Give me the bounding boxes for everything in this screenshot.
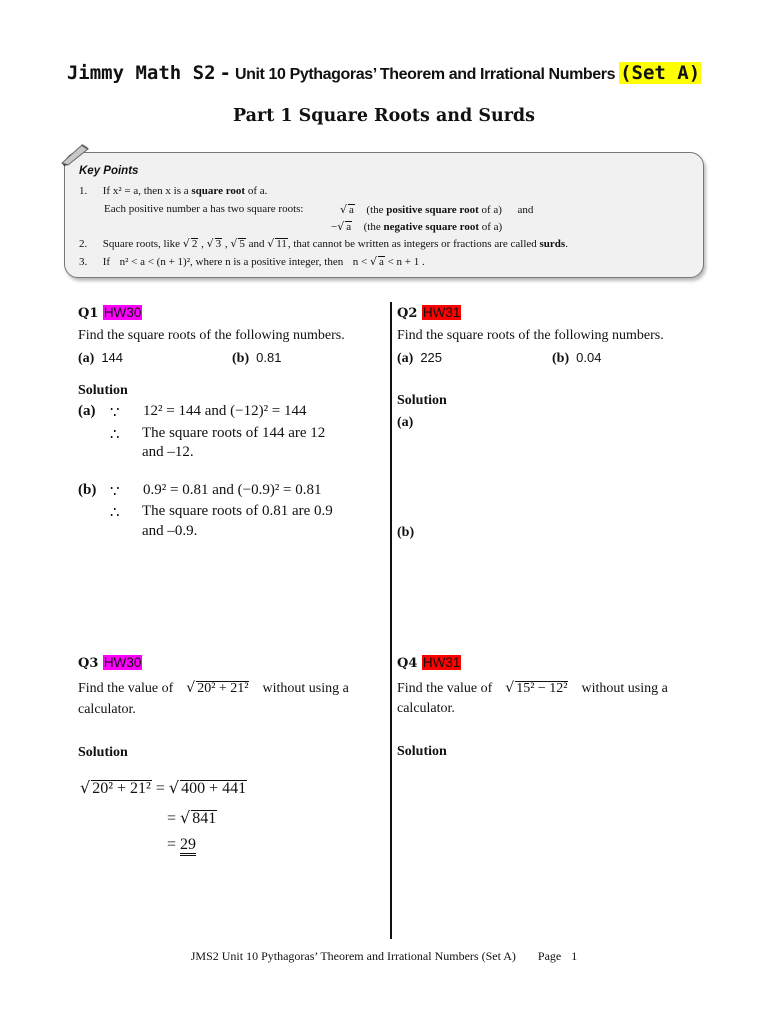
q1-part-a: (a) 144 xyxy=(78,350,124,366)
q4-number: Q4 HW31 xyxy=(397,655,461,671)
q1-number: Q1 HW30 xyxy=(78,305,142,321)
q3-question-text: Find the value of √ 20² + 21² without using a xyxy=(78,680,349,696)
q4-solution-title: Solution xyxy=(397,744,447,759)
page-footer: JMS2 Unit 10 Pythagoras’ Theorem and Irrational Numbers (Set A) Page 1 xyxy=(190,949,578,963)
q1-solution-title: Solution xyxy=(78,383,128,398)
q1-solution-a-line1: 12² = 144 and (−12)² = 144 xyxy=(143,403,307,419)
worksheet-header xyxy=(0,62,768,84)
q2-question-text: Find the square roots of the following numbers. xyxy=(397,328,664,343)
q1-question-text: Find the square roots of the following numbers. xyxy=(78,328,345,343)
key-point-2: 2. Square roots, like √ 2 , √ 3 , √ 5 and √ 11, that cannot be written as integers or fractions are called surds. xyxy=(79,237,568,250)
therefore-symbol: ∴ xyxy=(110,505,120,521)
q3-final-answer: 29 xyxy=(180,836,196,856)
q2-solution-b-label: (b) xyxy=(397,525,415,540)
q3-solution-line2: = √ 841 xyxy=(167,808,217,827)
q1-part-b: (b) 0.81 xyxy=(232,350,282,366)
q1-solution-b-line2: The square roots of 0.81 are 0.9 xyxy=(142,503,333,519)
q2-number: Q2 HW31 xyxy=(397,305,461,321)
key-point-1-line1: 1. If x² = a, then x is a square root of a. xyxy=(79,185,268,197)
negative-root-definition: −√ a (the negative square root of a) xyxy=(331,220,503,233)
q3-homework-tag: HW30 xyxy=(103,655,142,670)
q1-solution-b-line3: and –0.9. xyxy=(142,523,198,539)
q3-question-text-line2: calculator. xyxy=(78,702,136,717)
positive-root-definition: √ a (the positive square root of a) and xyxy=(340,203,534,216)
q1-homework-tag: HW30 xyxy=(103,305,142,320)
q2-solution-a-label: (a) xyxy=(397,415,414,430)
q2-homework-tag: HW31 xyxy=(422,305,461,320)
key-point-3: 3. If n² < a < (n + 1)², where n is a positive integer, then n < √ a < n + 1 . xyxy=(79,255,425,268)
q3-solution-title: Solution xyxy=(78,745,128,760)
because-symbol: ∵ xyxy=(110,484,120,500)
brand-title: Jimmy Math S2 xyxy=(66,62,216,84)
key-point-1-line2: Each positive number a has two square roots: xyxy=(104,203,304,215)
q1-solution-a-label: (a) xyxy=(78,403,96,419)
q2-part-b: (b) 0.04 xyxy=(552,350,602,366)
unit-title: Unit 10 Pythagoras’ Theorem and Irrational Numbers xyxy=(234,66,616,83)
q1-solution-a-line3: and –12. xyxy=(142,444,194,460)
q1-solution-b-label: (b) xyxy=(78,482,97,498)
q4-homework-tag: HW31 xyxy=(422,655,461,670)
q3-solution-line1: √ 20² + 21² = √ 400 + 441 xyxy=(80,778,247,797)
column-divider xyxy=(390,302,392,939)
q1-solution-a-line2: The square roots of 144 are 12 xyxy=(142,425,326,441)
q3-solution-line3: = 29 xyxy=(167,836,196,854)
q3-number: Q3 HW30 xyxy=(78,655,142,671)
header-dash: - xyxy=(219,62,231,84)
because-symbol: ∵ xyxy=(110,405,120,421)
q2-solution-title: Solution xyxy=(397,393,447,408)
key-points-title: Key Points xyxy=(79,165,139,177)
part-title: Part 1 Square Roots and Surds xyxy=(232,106,536,126)
therefore-symbol: ∴ xyxy=(110,427,120,443)
pencil-icon xyxy=(58,143,92,167)
q2-part-a: (a) 225 xyxy=(397,350,443,366)
q4-question-text: Find the value of √ 15² − 12² without using a xyxy=(397,680,668,696)
page-number: 1 xyxy=(571,949,578,963)
set-badge: (Set A) xyxy=(620,62,701,84)
q4-question-text-line2: calculator. xyxy=(397,701,455,716)
q1-solution-b-line1: 0.9² = 0.81 and (−0.9)² = 0.81 xyxy=(143,482,322,498)
